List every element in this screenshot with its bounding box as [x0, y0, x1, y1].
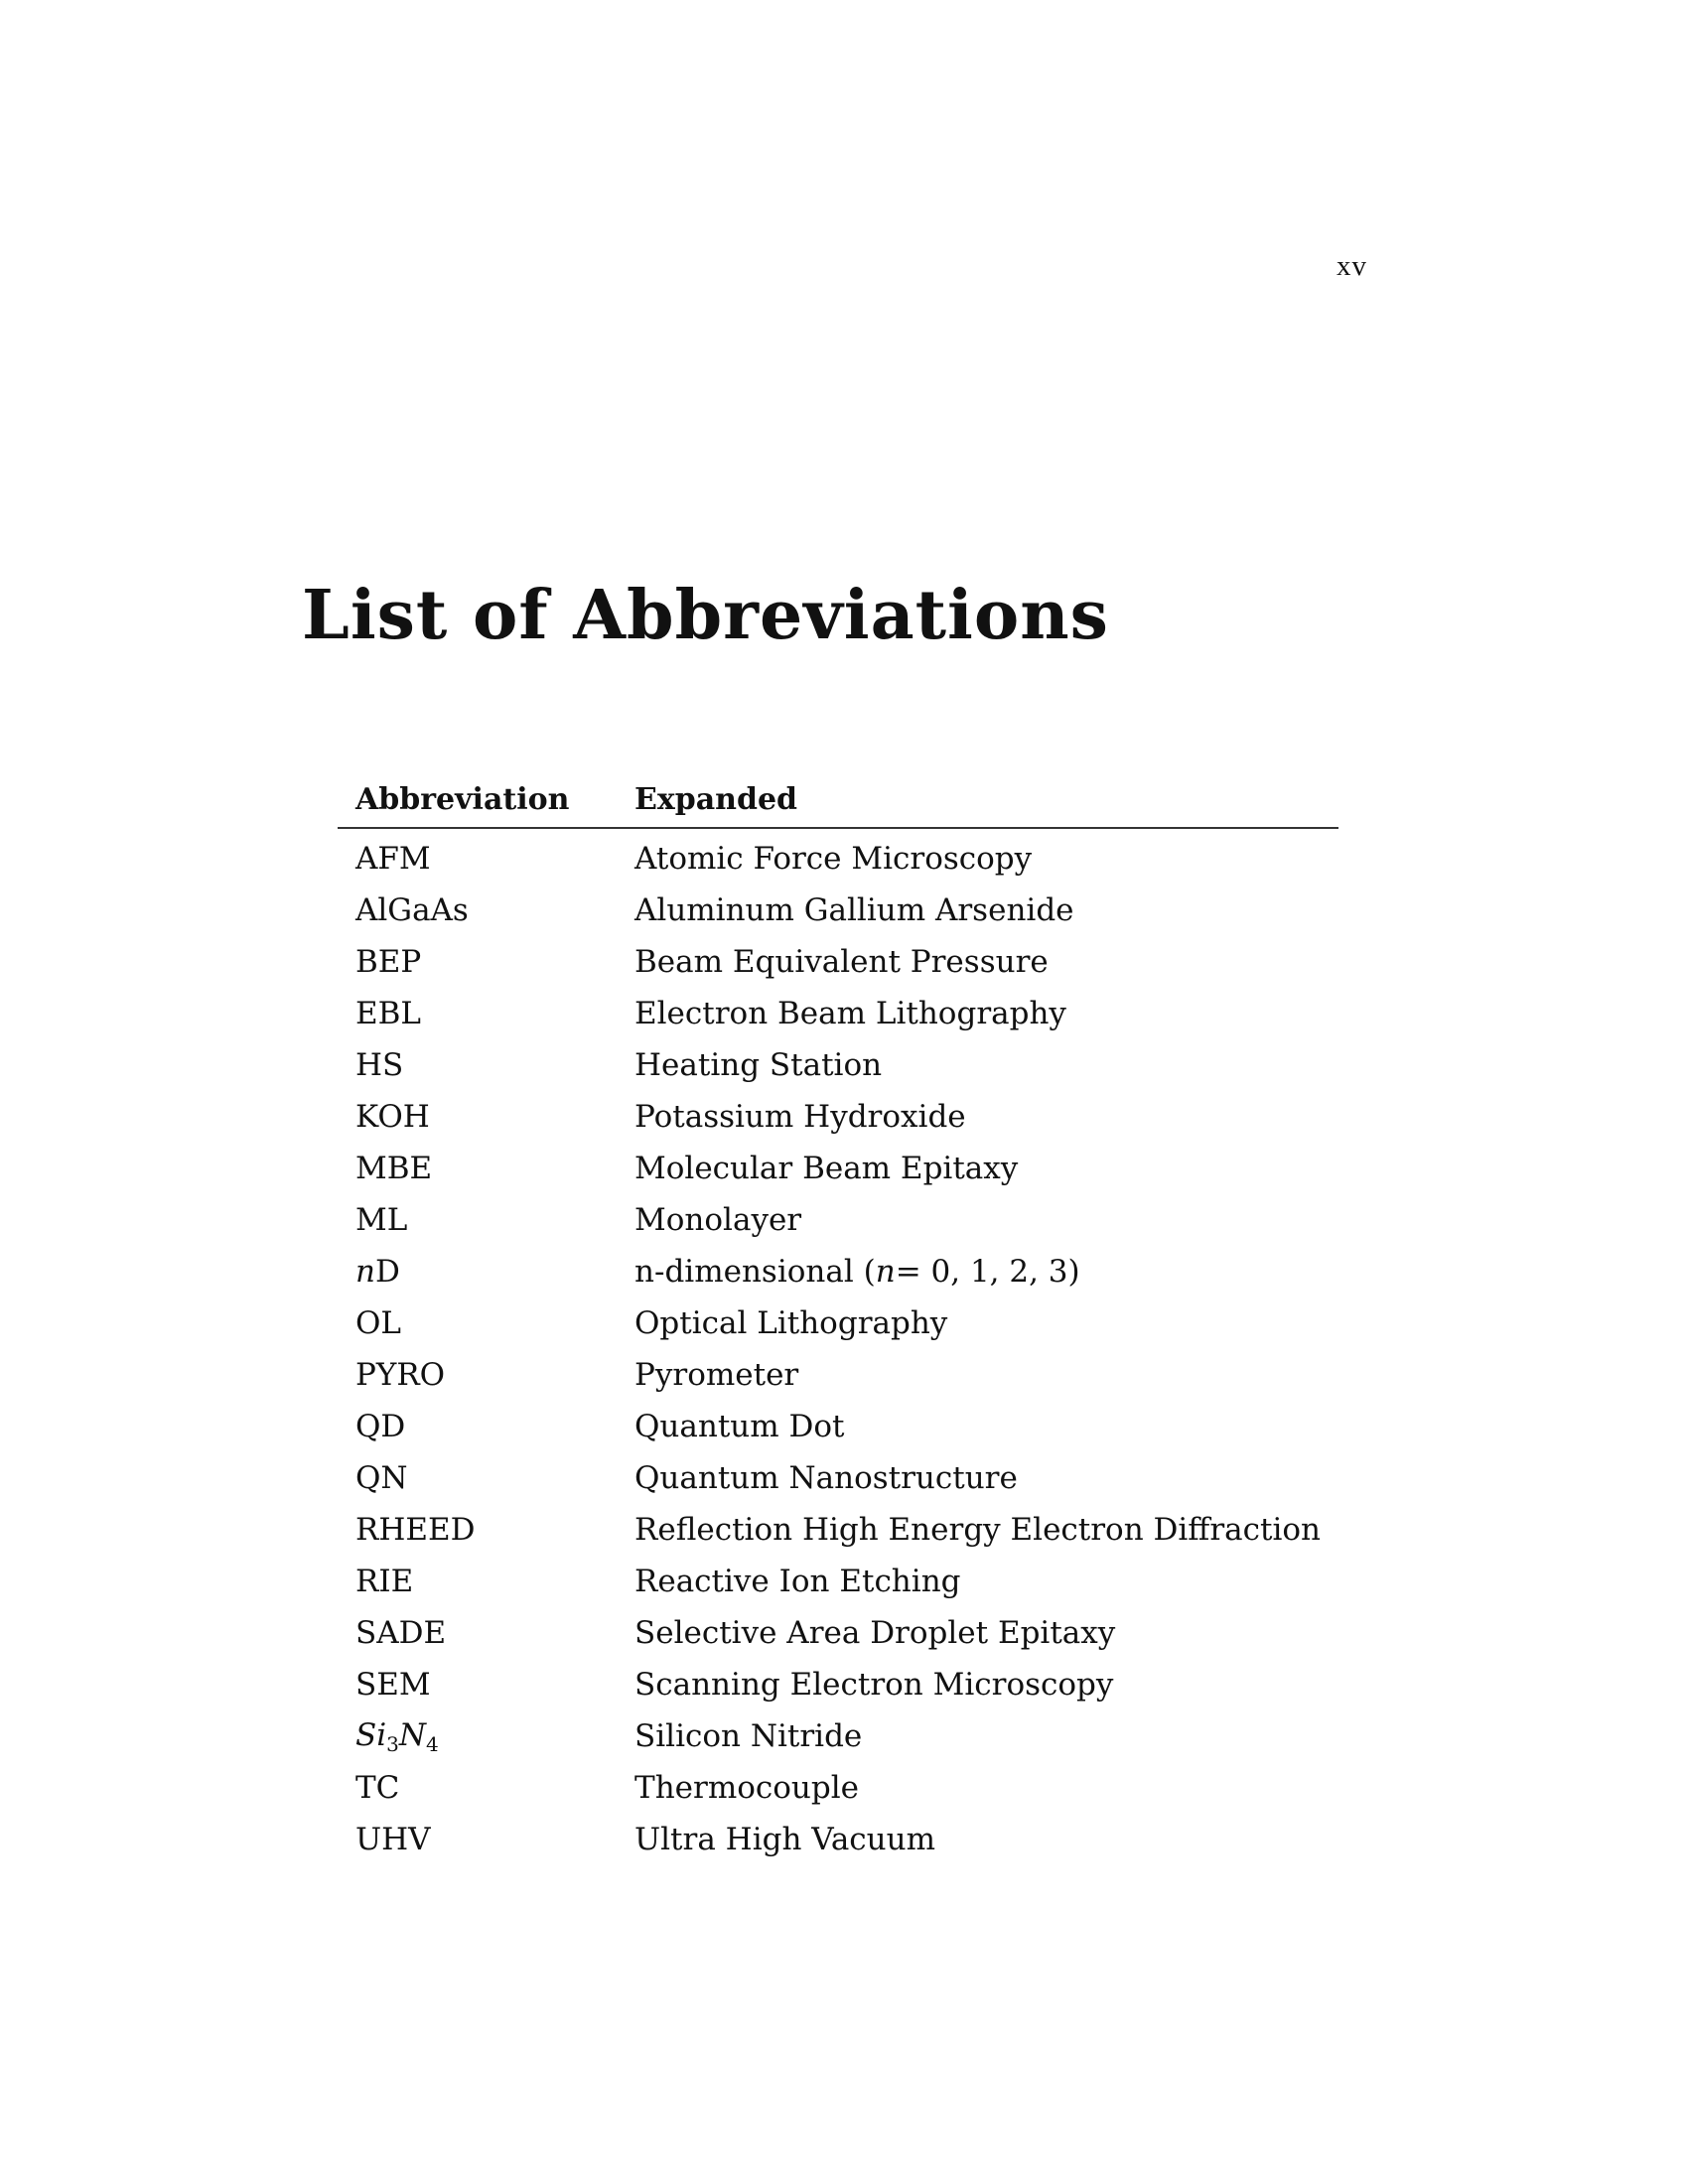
- abbreviation-cell: TC: [355, 1770, 400, 1806]
- chemical-symbol-n: N: [398, 1716, 427, 1753]
- chemical-symbol-si: Si: [355, 1716, 387, 1753]
- expanded-prefix: n-dimensional (: [634, 1254, 876, 1290]
- abbreviation-cell: [338, 1246, 617, 1297]
- page-number: xv: [1336, 250, 1367, 282]
- expanded-cell: Silicon Nitride: [634, 1718, 863, 1754]
- abbreviation-cell: [338, 1710, 617, 1762]
- abbreviations-table: [338, 772, 1338, 1865]
- expanded-cell: [617, 1246, 1338, 1297]
- table-row: [338, 1039, 1338, 1091]
- expanded-cell: Aluminum Gallium Arsenide: [634, 892, 1074, 928]
- expanded-cell: Electron Beam Lithography: [634, 996, 1066, 1031]
- table-row: [338, 1452, 1338, 1504]
- table-row: [338, 1556, 1338, 1607]
- table-row: [338, 1504, 1338, 1556]
- table-header-row: [338, 772, 1338, 828]
- page-title: List of Abbreviations: [302, 576, 1109, 655]
- expanded-cell: Potassium Hydroxide: [634, 1099, 966, 1135]
- expanded-cell: Monolayer: [634, 1202, 802, 1238]
- abbreviation-cell: QN: [355, 1460, 408, 1496]
- expanded-cell: Reactive Ion Etching: [634, 1564, 961, 1599]
- expanded-cell: Beam Equivalent Pressure: [634, 944, 1049, 980]
- column-header-abbreviation: Abbreviation: [338, 772, 617, 828]
- expanded-suffix: = 0, 1, 2, 3): [895, 1254, 1080, 1290]
- table-row: [338, 1194, 1338, 1246]
- table-row: [338, 828, 1338, 885]
- abbreviation-cell: ML: [355, 1202, 408, 1238]
- expanded-cell: Pyrometer: [634, 1357, 799, 1393]
- expanded-cell: Atomic Force Microscopy: [634, 841, 1033, 877]
- abbreviation-cell: SADE: [355, 1615, 447, 1651]
- abbreviation-cell: KOH: [355, 1099, 430, 1135]
- abbreviation-cell: OL: [355, 1305, 402, 1341]
- table-row: [338, 1297, 1338, 1349]
- subscript: 3: [386, 1731, 399, 1756]
- table-row: [338, 936, 1338, 988]
- abbreviation-cell: BEP: [355, 944, 422, 980]
- abbreviation-suffix: D: [374, 1254, 400, 1290]
- expanded-cell: Quantum Nanostructure: [634, 1460, 1018, 1496]
- table-row: [338, 1762, 1338, 1814]
- abbreviation-cell: RIE: [355, 1564, 414, 1599]
- abbreviation-cell: RHEED: [355, 1512, 476, 1548]
- expanded-cell: Thermocouple: [634, 1770, 859, 1806]
- expanded-cell: Quantum Dot: [634, 1409, 845, 1444]
- expanded-cell: Scanning Electron Microscopy: [634, 1667, 1114, 1703]
- subscript: 4: [426, 1731, 439, 1756]
- expanded-cell: Molecular Beam Epitaxy: [634, 1151, 1019, 1186]
- expanded-cell: Heating Station: [634, 1047, 883, 1083]
- table-row: [338, 1659, 1338, 1710]
- table-row: [338, 1814, 1338, 1865]
- math-variable-n: n: [355, 1254, 375, 1290]
- table-row: [338, 1607, 1338, 1659]
- abbreviation-cell: HS: [355, 1047, 404, 1083]
- abbreviation-cell: AFM: [355, 841, 431, 877]
- table-row: [338, 1401, 1338, 1452]
- abbreviation-cell: MBE: [355, 1151, 433, 1186]
- abbreviation-cell: SEM: [355, 1667, 431, 1703]
- expanded-cell: Optical Lithography: [634, 1305, 948, 1341]
- table-row: [338, 1710, 1338, 1762]
- table-row: [338, 1091, 1338, 1143]
- abbreviation-cell: PYRO: [355, 1357, 446, 1393]
- abbreviation-cell: UHV: [355, 1822, 431, 1857]
- table-row: [338, 885, 1338, 936]
- table-row: [338, 1143, 1338, 1194]
- table-row: [338, 1349, 1338, 1401]
- expanded-cell: Ultra High Vacuum: [634, 1822, 935, 1857]
- expanded-cell: Reflection High Energy Electron Diffraction: [634, 1512, 1321, 1548]
- table-row: [338, 1246, 1338, 1297]
- column-header-expanded: Expanded: [617, 772, 1338, 828]
- math-variable-n: n: [875, 1254, 896, 1290]
- abbreviation-cell: AlGaAs: [355, 892, 469, 928]
- abbreviation-cell: QD: [355, 1409, 406, 1444]
- expanded-cell: Selective Area Droplet Epitaxy: [634, 1615, 1116, 1651]
- abbreviation-cell: EBL: [355, 996, 421, 1031]
- table-row: [338, 988, 1338, 1039]
